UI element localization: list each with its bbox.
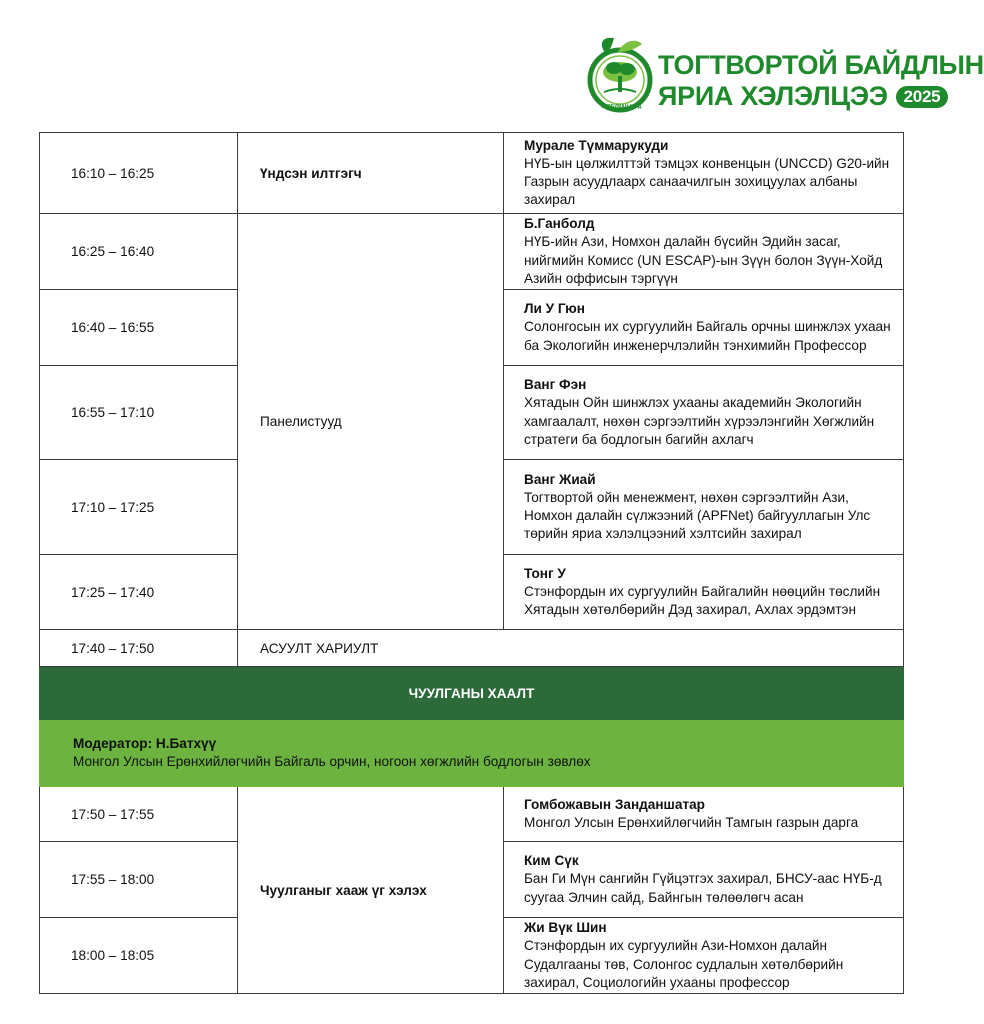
emblem-caption: ТЭРБУМАН МОД <box>600 104 642 110</box>
speaker-title: Хятадын Ойн шинжлэх ухааны академийн Экологийн хамгаалалт, нөхөн сэргээлтийн хүрээлэнгийн Хөгжлийн стратеги ба бодлогын багийн ахлагч <box>524 395 875 447</box>
speaker-title: НҮБ-ийн Ази, Номхон далайн бүсийн Эдийн засаг, нийгмийн Комисс (UN ESCAP)-ын Зүүн болон Зүүн-Хойд Азийн оффисын тэргүүн <box>524 234 883 286</box>
time-cell: 17:55 – 18:00 <box>40 842 238 918</box>
role-cell: Панелистууд <box>238 214 504 630</box>
qa-row <box>40 630 904 667</box>
table-row <box>40 787 904 842</box>
speaker-name: Ванг Жиай <box>524 471 596 487</box>
time-cell: 17:40 – 17:50 <box>40 630 238 667</box>
time-cell: 17:50 – 17:55 <box>40 787 238 842</box>
speaker-cell <box>504 366 904 460</box>
moderator-row <box>40 720 904 787</box>
moderator-cell <box>40 720 904 787</box>
speaker-name: Жи Вүк Шин <box>524 920 607 936</box>
speaker-cell <box>504 555 904 630</box>
speaker-title: НҮБ-ын цөлжилттэй тэмцэх конвенцын (UNCCD) G20-ийн Газрын асуудлаарх санаачилгын зохицуулах албаны захирал <box>524 155 890 208</box>
speaker-name: Мурале Түммарукуди <box>524 137 669 153</box>
speaker-title: Бан Ги Мүн сангийн Гүйцэтгэх захирал, БНСУ-аас НҮБ-д суугаа Элчин сайд, Байнгын төлөөлөгч асан <box>524 871 882 905</box>
qa-label: АСУУЛТ ХАРИУЛТ <box>238 630 904 667</box>
speaker-name: Ли У Гюн <box>524 301 585 317</box>
role-cell: Үндсэн илтгэгч <box>238 133 504 214</box>
speaker-title: Стэнфордын их сургуулийн Байгалийн нөөцийн төслийн Хятадын хөтөлбөрийн Дэд захирал, Ахлах эрдэмтэн <box>524 583 881 618</box>
section-header: ЧУУЛГАНЫ ХААЛТ <box>40 667 904 720</box>
speaker-title: Монгол Улсын Ерөнхийлөгчийн Тамгын газрын дарга <box>524 815 859 830</box>
speaker-name: Ванг Фэн <box>524 377 587 393</box>
speaker-cell <box>504 842 904 918</box>
event-logo <box>584 34 984 120</box>
time-cell: 16:40 – 16:55 <box>40 290 238 366</box>
time-cell: 18:00 – 18:05 <box>40 918 238 994</box>
speaker-name: Тонг У <box>524 565 566 581</box>
speaker-cell <box>504 918 904 994</box>
time-cell: 17:25 – 17:40 <box>40 555 238 630</box>
role-cell: Чуулганыг хааж үг хэлэх <box>238 787 504 994</box>
logo-line-2: ЯРИА ХЭЛЭЛЦЭЭ <box>658 81 888 111</box>
time-cell: 17:10 – 17:25 <box>40 460 238 555</box>
section-header-row <box>40 667 904 720</box>
speaker-name: Б.Ганболд <box>524 216 595 232</box>
speaker-name: Ким Сүк <box>524 853 579 869</box>
speaker-title: Солонгосын их сургуулийн Байгаль орчны шинжлэх ухаан ба Экологийн инженерчлэлийн тэнхимийн Профессор <box>524 319 891 353</box>
speaker-cell <box>504 214 904 290</box>
table-row <box>40 214 904 290</box>
speaker-title: Стэнфордын их сургуулийн Ази-Номхон далайн Судалгааны төв, Солонгос судлалын хөтөлбөрийн захирал, Социологийн ухааны профессор <box>524 938 844 990</box>
schedule-table <box>39 132 904 994</box>
speaker-cell <box>504 133 904 214</box>
speaker-cell <box>504 290 904 366</box>
time-cell: 16:10 – 16:25 <box>40 133 238 214</box>
time-cell: 16:25 – 16:40 <box>40 214 238 290</box>
logo-text <box>658 50 984 112</box>
logo-line-1: ТОГТВОРТОЙ БАЙДЛЫН <box>658 50 984 80</box>
speaker-name: Гомбожавын Занданшатар <box>524 796 705 812</box>
speaker-title: Тогтвортой ойн менежмент, нөхөн сэргээлтийн Ази, Номхон далайн сүлжээний (APFNet) байгууллагын Улс төрийн яриа хэлэлцээний хэлтсийн захирал <box>524 489 871 542</box>
speaker-cell <box>504 460 904 555</box>
table-row <box>40 133 904 214</box>
logo-year-badge: 2025 <box>896 86 949 108</box>
time-cell: 16:55 – 17:10 <box>40 366 238 460</box>
moderator-label: Модератор: Н.Батхүү <box>73 736 217 751</box>
speaker-cell <box>504 787 904 842</box>
moderator-title: Монгол Улсын Ерөнхийлөгчийн Байгаль орчин, ногоон хөгжлийн бодлогын зөвлөх <box>73 754 591 769</box>
